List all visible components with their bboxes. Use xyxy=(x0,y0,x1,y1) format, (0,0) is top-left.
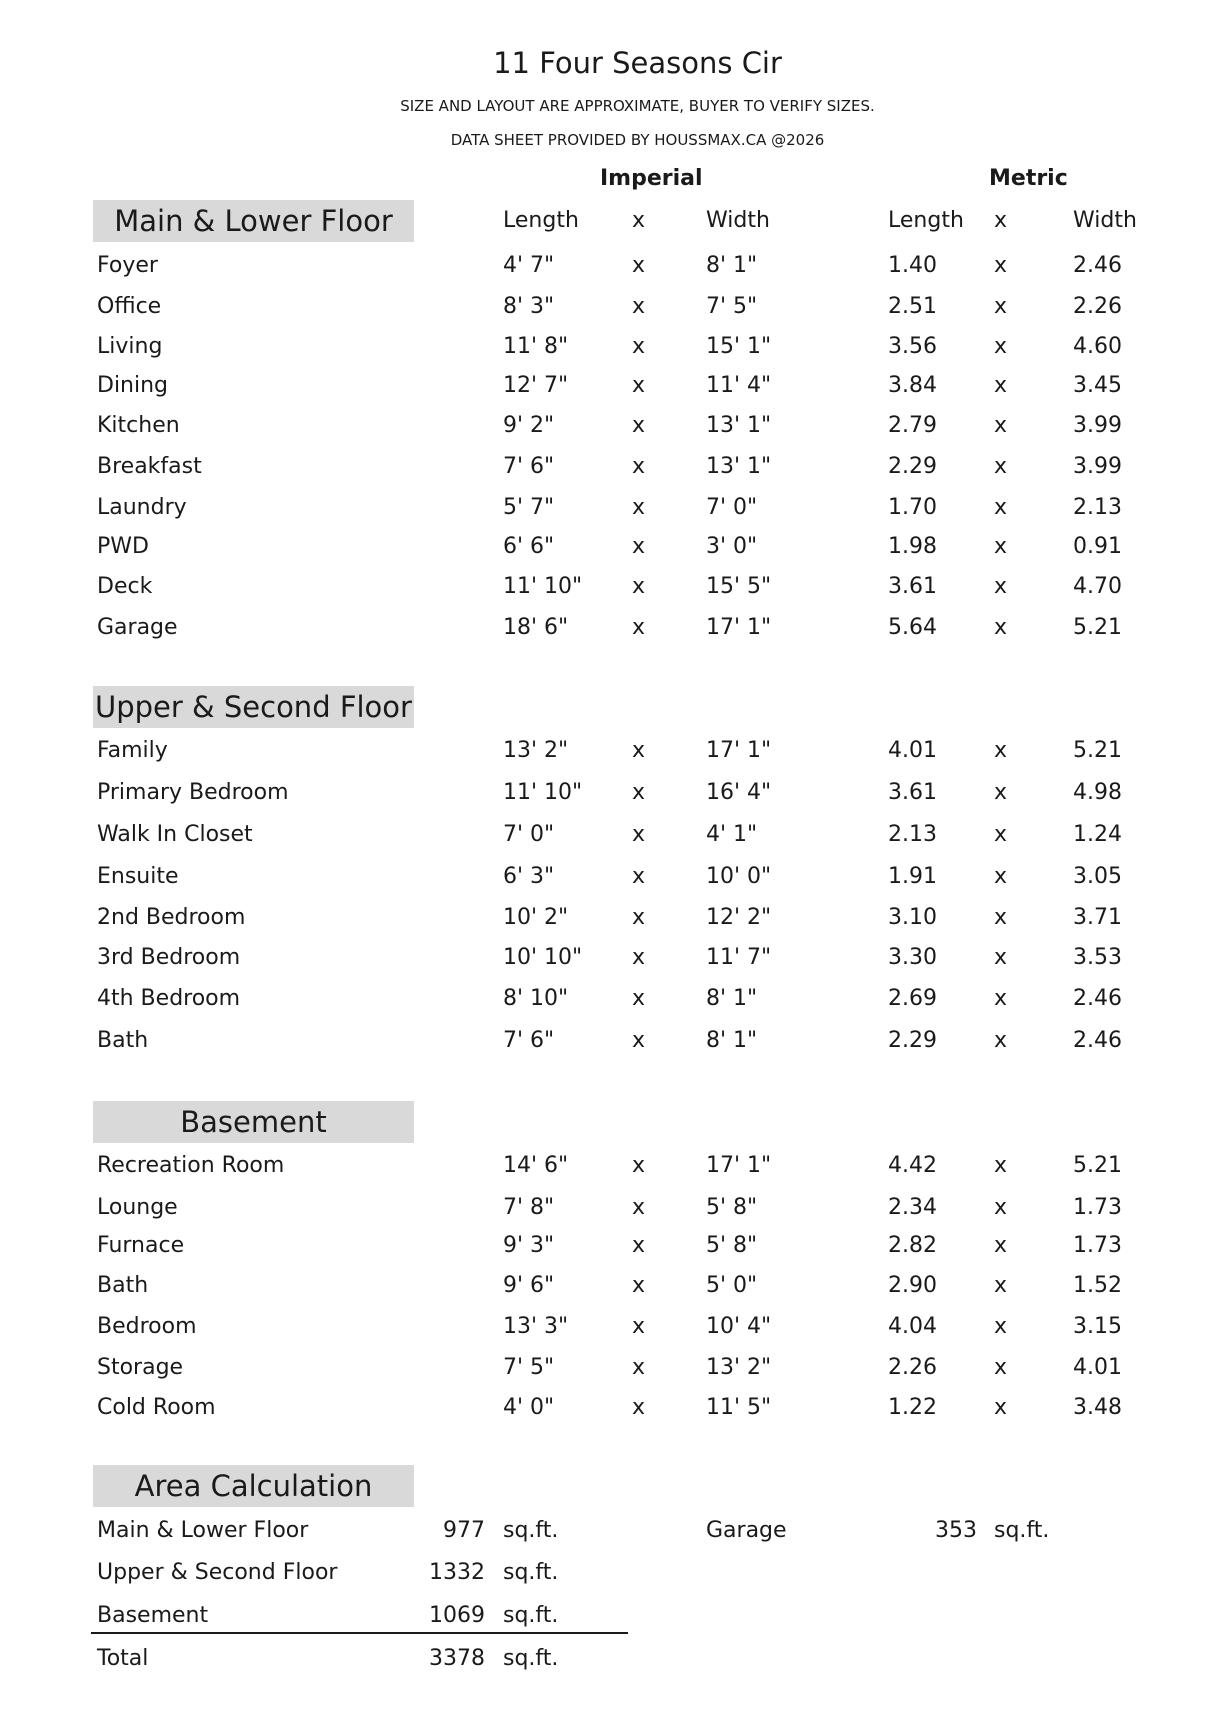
imperial-x: x xyxy=(632,986,646,1011)
metric-width: 1.73 xyxy=(1073,1233,1122,1258)
imperial-width: 13' 1" xyxy=(706,454,772,479)
room-name: Foyer xyxy=(97,253,158,278)
room-row xyxy=(0,366,1214,406)
imperial-width: 15' 5" xyxy=(706,574,772,599)
metric-width: 3.45 xyxy=(1073,373,1122,398)
metric-x: x xyxy=(994,780,1008,805)
area-row xyxy=(0,1553,1214,1593)
room-name: Cold Room xyxy=(97,1395,216,1420)
imperial-x: x xyxy=(632,373,646,398)
metric-width: 3.05 xyxy=(1073,864,1122,889)
metric-length: 1.98 xyxy=(888,534,937,559)
metric-x: x xyxy=(994,1314,1008,1339)
imperial-length: 7' 8" xyxy=(503,1195,555,1220)
metric-length: 2.13 xyxy=(888,822,937,847)
room-name: Deck xyxy=(97,574,153,599)
imperial-x: x xyxy=(632,738,646,763)
metric-width: 3.99 xyxy=(1073,413,1122,438)
room-row xyxy=(0,608,1214,648)
imperial-width: 5' 8" xyxy=(706,1195,758,1220)
metric-x: x xyxy=(994,615,1008,640)
metric-x: x xyxy=(994,905,1008,930)
room-row xyxy=(0,815,1214,855)
imperial-width: 5' 0" xyxy=(706,1273,758,1298)
room-row xyxy=(0,938,1214,978)
imperial-x: x xyxy=(632,945,646,970)
metric-x: x xyxy=(994,294,1008,319)
total-name: Total xyxy=(97,1646,149,1671)
room-row xyxy=(0,731,1214,771)
metric-width: 4.60 xyxy=(1073,334,1122,359)
imperial-width: 12' 2" xyxy=(706,905,772,930)
imperial-x: x xyxy=(632,905,646,930)
imperial-width: 17' 1" xyxy=(706,1153,772,1178)
imperial-length: 11' 10" xyxy=(503,574,583,599)
metric-length: 2.34 xyxy=(888,1195,937,1220)
imperial-length: 11' 8" xyxy=(503,334,569,359)
metric-width: 3.99 xyxy=(1073,454,1122,479)
imperial-x: x xyxy=(632,864,646,889)
metric-length: 1.40 xyxy=(888,253,937,278)
metric-x: x xyxy=(994,1355,1008,1380)
metric-x: x xyxy=(994,373,1008,398)
column-header-row xyxy=(0,201,1214,241)
garage-area-name: Garage xyxy=(706,1518,787,1543)
imperial-width: 13' 2" xyxy=(706,1355,772,1380)
metric-length: 3.56 xyxy=(888,334,937,359)
imperial-width: 10' 4" xyxy=(706,1314,772,1339)
imperial-length: 7' 0" xyxy=(503,822,555,847)
imperial-length: 9' 2" xyxy=(503,413,555,438)
room-row xyxy=(0,898,1214,938)
metric-length: 2.26 xyxy=(888,1355,937,1380)
metric-length: 3.10 xyxy=(888,905,937,930)
imperial-width: 4' 1" xyxy=(706,822,758,847)
room-row xyxy=(0,979,1214,1019)
total-value: 3378 xyxy=(429,1646,485,1671)
room-name: Bath xyxy=(97,1273,149,1298)
imperial-width-header: Width xyxy=(706,208,770,233)
imperial-x: x xyxy=(632,1355,646,1380)
room-name: 3rd Bedroom xyxy=(97,945,241,970)
metric-width: 1.73 xyxy=(1073,1195,1122,1220)
metric-length: 5.64 xyxy=(888,615,937,640)
metric-width: 5.21 xyxy=(1073,1153,1122,1178)
metric-length: 3.84 xyxy=(888,373,937,398)
imperial-length: 13' 3" xyxy=(503,1314,569,1339)
imperial-x: x xyxy=(632,1028,646,1053)
area-row xyxy=(0,1596,1214,1636)
room-row xyxy=(0,567,1214,607)
room-row xyxy=(0,246,1214,286)
metric-width: 2.26 xyxy=(1073,294,1122,319)
room-name: Bedroom xyxy=(97,1314,197,1339)
metric-heading: Metric xyxy=(989,166,1068,191)
room-row xyxy=(0,773,1214,813)
metric-x: x xyxy=(994,574,1008,599)
imperial-x: x xyxy=(632,334,646,359)
imperial-width: 15' 1" xyxy=(706,334,772,359)
imperial-length-header: Length xyxy=(503,208,579,233)
area-name: Basement xyxy=(97,1603,209,1628)
metric-length: 2.29 xyxy=(888,454,937,479)
imperial-width: 8' 1" xyxy=(706,253,758,278)
metric-width: 3.71 xyxy=(1073,905,1122,930)
metric-x: x xyxy=(994,253,1008,278)
metric-x: x xyxy=(994,1195,1008,1220)
metric-width: 0.91 xyxy=(1073,534,1122,559)
imperial-width: 11' 5" xyxy=(706,1395,772,1420)
imperial-length: 18' 6" xyxy=(503,615,569,640)
room-row xyxy=(0,327,1214,367)
page-title: 11 Four Seasons Cir xyxy=(493,46,782,80)
imperial-width: 3' 0" xyxy=(706,534,758,559)
metric-width: 1.24 xyxy=(1073,822,1122,847)
disclaimer-text: SIZE AND LAYOUT ARE APPROXIMATE, BUYER TO VERIFY SIZES. xyxy=(400,97,875,115)
area-value: 1332 xyxy=(429,1560,485,1585)
metric-length: 2.82 xyxy=(888,1233,937,1258)
area-unit: sq.ft. xyxy=(503,1560,559,1585)
imperial-length: 4' 7" xyxy=(503,253,555,278)
room-name: Primary Bedroom xyxy=(97,780,289,805)
metric-width: 3.53 xyxy=(1073,945,1122,970)
imperial-x: x xyxy=(632,1233,646,1258)
room-name: Ensuite xyxy=(97,864,179,889)
area-unit: sq.ft. xyxy=(503,1603,559,1628)
metric-x-header: x xyxy=(994,208,1008,233)
area-name: Main & Lower Floor xyxy=(97,1518,309,1543)
metric-width: 2.46 xyxy=(1073,986,1122,1011)
room-name: Laundry xyxy=(97,495,187,520)
section-title-upper: Upper & Second Floor xyxy=(93,686,414,728)
imperial-x: x xyxy=(632,1273,646,1298)
imperial-x: x xyxy=(632,822,646,847)
room-row xyxy=(0,287,1214,327)
imperial-x: x xyxy=(632,780,646,805)
imperial-width: 7' 0" xyxy=(706,495,758,520)
provider-text: DATA SHEET PROVIDED BY HOUSSMAX.CA @2026 xyxy=(450,131,825,149)
imperial-x-header: x xyxy=(632,208,646,233)
imperial-x: x xyxy=(632,454,646,479)
metric-length: 4.01 xyxy=(888,738,937,763)
metric-length: 4.04 xyxy=(888,1314,937,1339)
imperial-length: 14' 6" xyxy=(503,1153,569,1178)
area-name: Upper & Second Floor xyxy=(97,1560,338,1585)
metric-length: 2.51 xyxy=(888,294,937,319)
imperial-width: 10' 0" xyxy=(706,864,772,889)
room-row xyxy=(0,1146,1214,1186)
metric-width: 2.46 xyxy=(1073,1028,1122,1053)
imperial-length: 5' 7" xyxy=(503,495,555,520)
imperial-length: 10' 10" xyxy=(503,945,583,970)
room-row xyxy=(0,1348,1214,1388)
room-name: Bath xyxy=(97,1028,149,1053)
metric-x: x xyxy=(994,986,1008,1011)
room-name: PWD xyxy=(97,534,149,559)
room-row xyxy=(0,1266,1214,1306)
metric-length: 1.22 xyxy=(888,1395,937,1420)
metric-width: 1.52 xyxy=(1073,1273,1122,1298)
metric-width: 5.21 xyxy=(1073,615,1122,640)
metric-x: x xyxy=(994,534,1008,559)
imperial-length: 9' 3" xyxy=(503,1233,555,1258)
metric-x: x xyxy=(994,1233,1008,1258)
imperial-x: x xyxy=(632,294,646,319)
imperial-length: 10' 2" xyxy=(503,905,569,930)
metric-width: 4.98 xyxy=(1073,780,1122,805)
imperial-x: x xyxy=(632,1395,646,1420)
room-name: Kitchen xyxy=(97,413,180,438)
metric-x: x xyxy=(994,864,1008,889)
imperial-width: 8' 1" xyxy=(706,986,758,1011)
area-total-row xyxy=(0,1639,1214,1679)
room-row xyxy=(0,1307,1214,1347)
metric-x: x xyxy=(994,495,1008,520)
imperial-length: 7' 6" xyxy=(503,454,555,479)
area-row xyxy=(0,1511,1214,1551)
metric-x: x xyxy=(994,945,1008,970)
room-name: Walk In Closet xyxy=(97,822,253,847)
room-name: Office xyxy=(97,294,162,319)
room-name: Breakfast xyxy=(97,454,202,479)
room-row xyxy=(0,1388,1214,1428)
room-row xyxy=(0,857,1214,897)
garage-area-value: 353 xyxy=(935,1518,977,1543)
room-row xyxy=(0,488,1214,528)
metric-width: 5.21 xyxy=(1073,738,1122,763)
imperial-x: x xyxy=(632,1314,646,1339)
area-value: 1069 xyxy=(429,1603,485,1628)
metric-x: x xyxy=(994,1153,1008,1178)
room-name: Living xyxy=(97,334,163,359)
total-unit: sq.ft. xyxy=(503,1646,559,1671)
imperial-length: 13' 2" xyxy=(503,738,569,763)
imperial-x: x xyxy=(632,495,646,520)
imperial-length: 4' 0" xyxy=(503,1395,555,1420)
room-name: Dining xyxy=(97,373,169,398)
imperial-width: 5' 8" xyxy=(706,1233,758,1258)
metric-x: x xyxy=(994,1028,1008,1053)
imperial-x: x xyxy=(632,574,646,599)
imperial-length: 6' 6" xyxy=(503,534,555,559)
metric-length: 2.79 xyxy=(888,413,937,438)
room-row xyxy=(0,447,1214,487)
metric-length: 3.30 xyxy=(888,945,937,970)
room-name: Family xyxy=(97,738,168,763)
metric-width: 2.46 xyxy=(1073,253,1122,278)
metric-length: 3.61 xyxy=(888,780,937,805)
metric-length: 2.90 xyxy=(888,1273,937,1298)
garage-area-unit: sq.ft. xyxy=(994,1518,1050,1543)
imperial-length: 6' 3" xyxy=(503,864,555,889)
imperial-length: 7' 6" xyxy=(503,1028,555,1053)
imperial-width: 11' 7" xyxy=(706,945,772,970)
room-row xyxy=(0,1021,1214,1061)
imperial-length: 8' 3" xyxy=(503,294,555,319)
room-row xyxy=(0,1188,1214,1228)
imperial-width: 7' 5" xyxy=(706,294,758,319)
metric-length: 1.70 xyxy=(888,495,937,520)
imperial-width: 16' 4" xyxy=(706,780,772,805)
metric-x: x xyxy=(994,454,1008,479)
imperial-length: 9' 6" xyxy=(503,1273,555,1298)
section-title-main: Main & Lower Floor xyxy=(93,200,414,242)
metric-x: x xyxy=(994,1273,1008,1298)
imperial-x: x xyxy=(632,413,646,438)
metric-width: 4.01 xyxy=(1073,1355,1122,1380)
metric-x: x xyxy=(994,822,1008,847)
area-value: 977 xyxy=(443,1518,485,1543)
imperial-width: 13' 1" xyxy=(706,413,772,438)
imperial-x: x xyxy=(632,615,646,640)
metric-width: 2.13 xyxy=(1073,495,1122,520)
metric-length: 4.42 xyxy=(888,1153,937,1178)
room-name: 2nd Bedroom xyxy=(97,905,246,930)
room-name: Lounge xyxy=(97,1195,178,1220)
section-title-basement: Basement xyxy=(93,1101,414,1143)
room-name: Recreation Room xyxy=(97,1153,285,1178)
imperial-length: 11' 10" xyxy=(503,780,583,805)
room-row xyxy=(0,527,1214,567)
imperial-x: x xyxy=(632,253,646,278)
room-name: Furnace xyxy=(97,1233,185,1258)
metric-length-header: Length xyxy=(888,208,964,233)
imperial-width: 17' 1" xyxy=(706,615,772,640)
metric-length: 3.61 xyxy=(888,574,937,599)
area-unit: sq.ft. xyxy=(503,1518,559,1543)
room-name: Garage xyxy=(97,615,178,640)
imperial-length: 7' 5" xyxy=(503,1355,555,1380)
room-row xyxy=(0,1226,1214,1266)
imperial-x: x xyxy=(632,1153,646,1178)
imperial-x: x xyxy=(632,1195,646,1220)
imperial-width: 8' 1" xyxy=(706,1028,758,1053)
metric-length: 2.69 xyxy=(888,986,937,1011)
metric-length: 2.29 xyxy=(888,1028,937,1053)
imperial-heading: Imperial xyxy=(600,166,703,191)
room-row xyxy=(0,406,1214,446)
room-name: 4th Bedroom xyxy=(97,986,241,1011)
metric-length: 1.91 xyxy=(888,864,937,889)
metric-width: 3.48 xyxy=(1073,1395,1122,1420)
metric-width-header: Width xyxy=(1073,208,1137,233)
room-name: Storage xyxy=(97,1355,184,1380)
imperial-x: x xyxy=(632,534,646,559)
imperial-width: 17' 1" xyxy=(706,738,772,763)
metric-width: 4.70 xyxy=(1073,574,1122,599)
total-divider xyxy=(91,1632,628,1634)
imperial-length: 12' 7" xyxy=(503,373,569,398)
metric-x: x xyxy=(994,738,1008,763)
imperial-length: 8' 10" xyxy=(503,986,569,1011)
metric-x: x xyxy=(994,1395,1008,1420)
section-title-area: Area Calculation xyxy=(93,1465,414,1507)
metric-x: x xyxy=(994,334,1008,359)
metric-x: x xyxy=(994,413,1008,438)
imperial-width: 11' 4" xyxy=(706,373,772,398)
metric-width: 3.15 xyxy=(1073,1314,1122,1339)
